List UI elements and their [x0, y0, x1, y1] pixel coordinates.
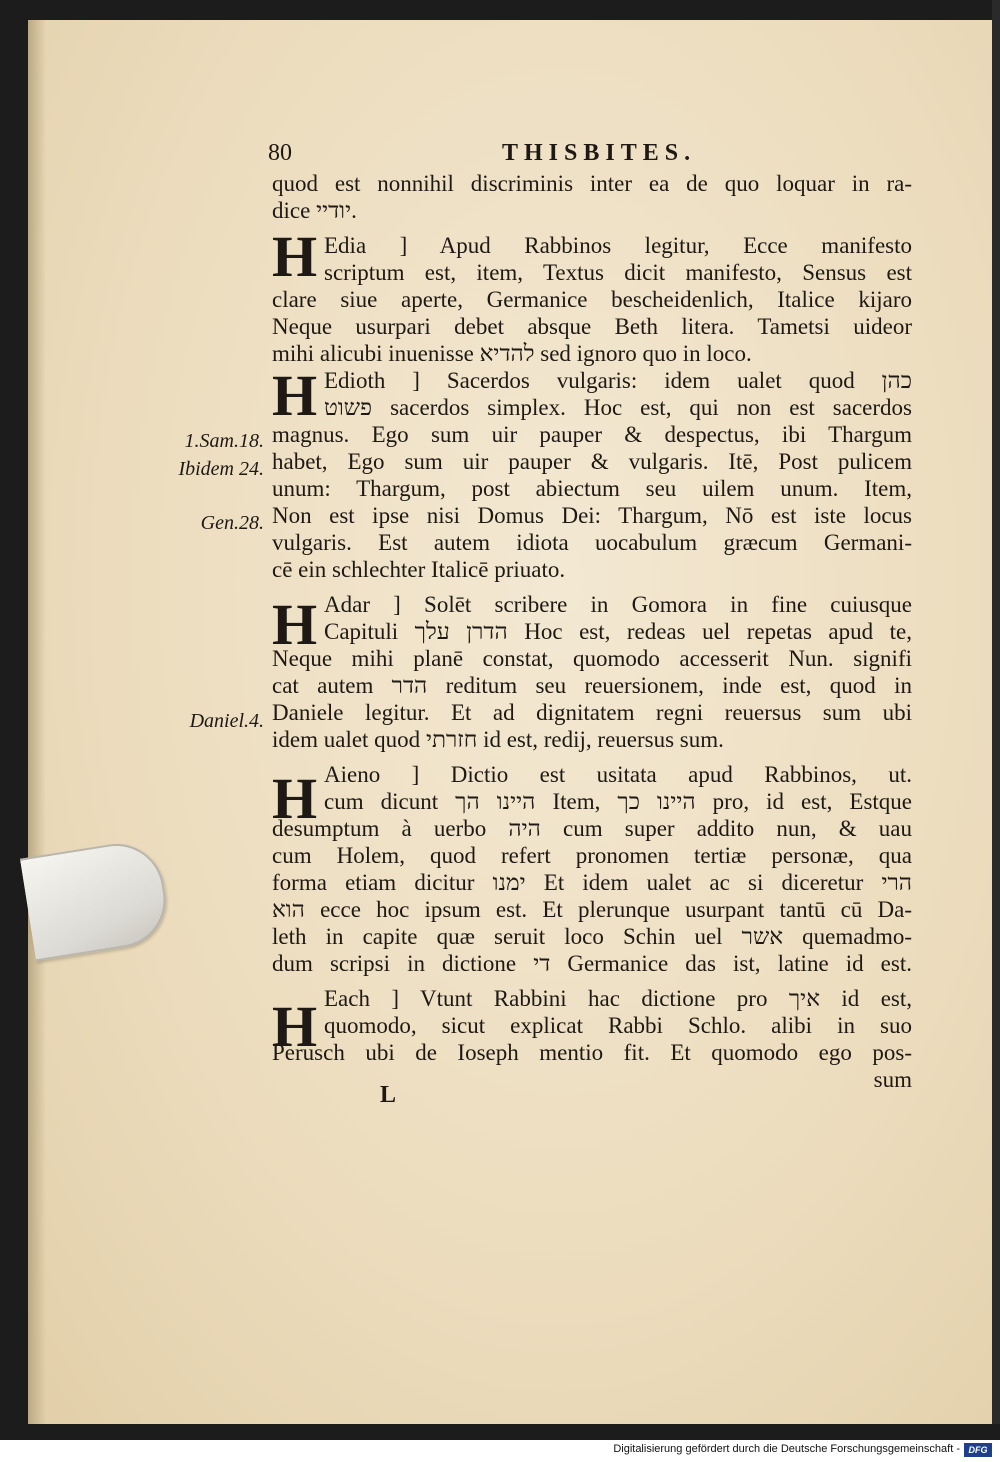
text-line: dice יודיי. [272, 198, 357, 223]
drop-cap-hedioth: H [272, 363, 318, 428]
text-line: Aieno ] Dictio est usitata apud Rabbinos, ut. [324, 762, 912, 787]
scan-border-top [0, 0, 1000, 20]
text-line: הוא ecce hoc ipsum est. Et plerunque usurpant tantū cū Da- [272, 897, 912, 922]
margin-note-gen-28: Gen.28. [200, 512, 264, 534]
page-gutter-shadow [28, 20, 46, 1424]
text-line: desumptum à uerbo היה cum super addito nun, & uau [272, 816, 912, 841]
text-line: dum scripsi in dictione די Germanice das ist, latine id est. [272, 951, 912, 976]
funding-notice: Digitalisierung gefördert durch die Deutsche Forschungsgemeinschaft - [613, 1443, 960, 1455]
text-line: Perusch ubi de Ioseph mentio fit. Et quomodo ego pos- [272, 1040, 912, 1065]
dfg-logo: DFG [964, 1443, 992, 1457]
text-line: cē ein schlechter Italicē priuato. [272, 557, 566, 582]
text-line: Adar ] Solēt scribere in Gomora in fine cuiusque [324, 592, 912, 617]
text-line: Daniele legitur. Et ad dignitatem regni reuersus sum ubi [272, 700, 912, 725]
margin-note-daniel-4: Daniel.4. [189, 710, 264, 732]
text-line: Non est ipse nisi Domus Dei: Thargum, Nō est iste locus [272, 503, 912, 528]
signature-mark: L [380, 1082, 397, 1108]
text-line: Neque mihi planē constat, quomodo accesserit Nun. signifi [272, 646, 912, 671]
text-line: scriptum est, item, Textus dicit manifesto, Sensus est [324, 260, 912, 285]
text-line: vulgaris. Est autem idiota uocabulum græcum Germani- [272, 530, 912, 555]
text-line: פשוט sacerdos simplex. Hoc est, qui non est sacerdos [324, 395, 912, 420]
scan-border-left [0, 0, 28, 1438]
drop-cap-haieno: H [272, 766, 318, 831]
body-text [272, 170, 912, 1093]
text-line: Each ] Vtunt Rabbini hac dictione pro איך id est, [324, 986, 912, 1011]
text-line: cum dicunt היינו הך Item, היינו כך pro, id est, Estque [324, 789, 913, 814]
text-line: cat autem הדר reditum seu reuersionem, inde est, quod in [272, 673, 912, 698]
text-line: leth in capite quæ seruit loco Schin uel אשר quemadmo- [272, 924, 913, 949]
text-line: forma etiam dicitur ימנו Et idem ualet ac si diceretur הרי [272, 870, 913, 895]
text-line: clare siue aperte, Germanice bescheidenlich, Italice kijaro [272, 287, 912, 312]
text-line: Capituli הדרן עלך Hoc est, redeas uel repetas apud te, [324, 619, 912, 644]
margin-note-1-sam-18: 1.Sam.18. [184, 430, 264, 452]
text-line: idem ualet quod חזרתי id est, redij, reuersus sum. [272, 727, 724, 752]
text-line: magnus. Ego sum uir pauper & despectus, ibi Thargum [272, 422, 912, 447]
text-line: Edioth ] Sacerdos vulgaris: idem ualet quod כהן [324, 368, 912, 393]
digitization-footer [0, 1440, 1000, 1462]
text-line: cum Holem, quod refert pronomen tertiæ personæ, qua [272, 843, 912, 868]
scan-border-bottom [0, 1424, 1000, 1440]
page-number: 80 [268, 140, 292, 166]
text-line: Edia ] Apud Rabbinos legitur, Ecce manifesto [324, 233, 912, 258]
drop-cap-hedia: H [272, 224, 318, 289]
catchword: sum [873, 1067, 912, 1092]
text-line: habet, Ego sum uir pauper & vulgaris. Itē, Post pulicem [272, 449, 912, 474]
text-line: unum: Thargum, post abiectum seu uilem unum. Item, [272, 476, 912, 501]
drop-cap-hadar: H [272, 592, 318, 657]
text-line: mihi alicubi inuenisse להדיא sed ignoro quo in loco. [272, 341, 752, 366]
text-line: Neque usurpari debet absque Beth litera. Tametsi uideor [272, 314, 912, 339]
text-line: quomodo, sicut explicat Rabbi Schlo. alibi in suo [324, 1013, 912, 1038]
running-head: THISBITES. [502, 140, 697, 166]
drop-cap-heach: H [272, 994, 318, 1059]
scan-border-right [992, 0, 1000, 1438]
text-line: quod est nonnihil discriminis inter ea de quo loquar in ra- [272, 171, 912, 196]
margin-note-ibidem-24: Ibidem 24. [178, 458, 264, 480]
